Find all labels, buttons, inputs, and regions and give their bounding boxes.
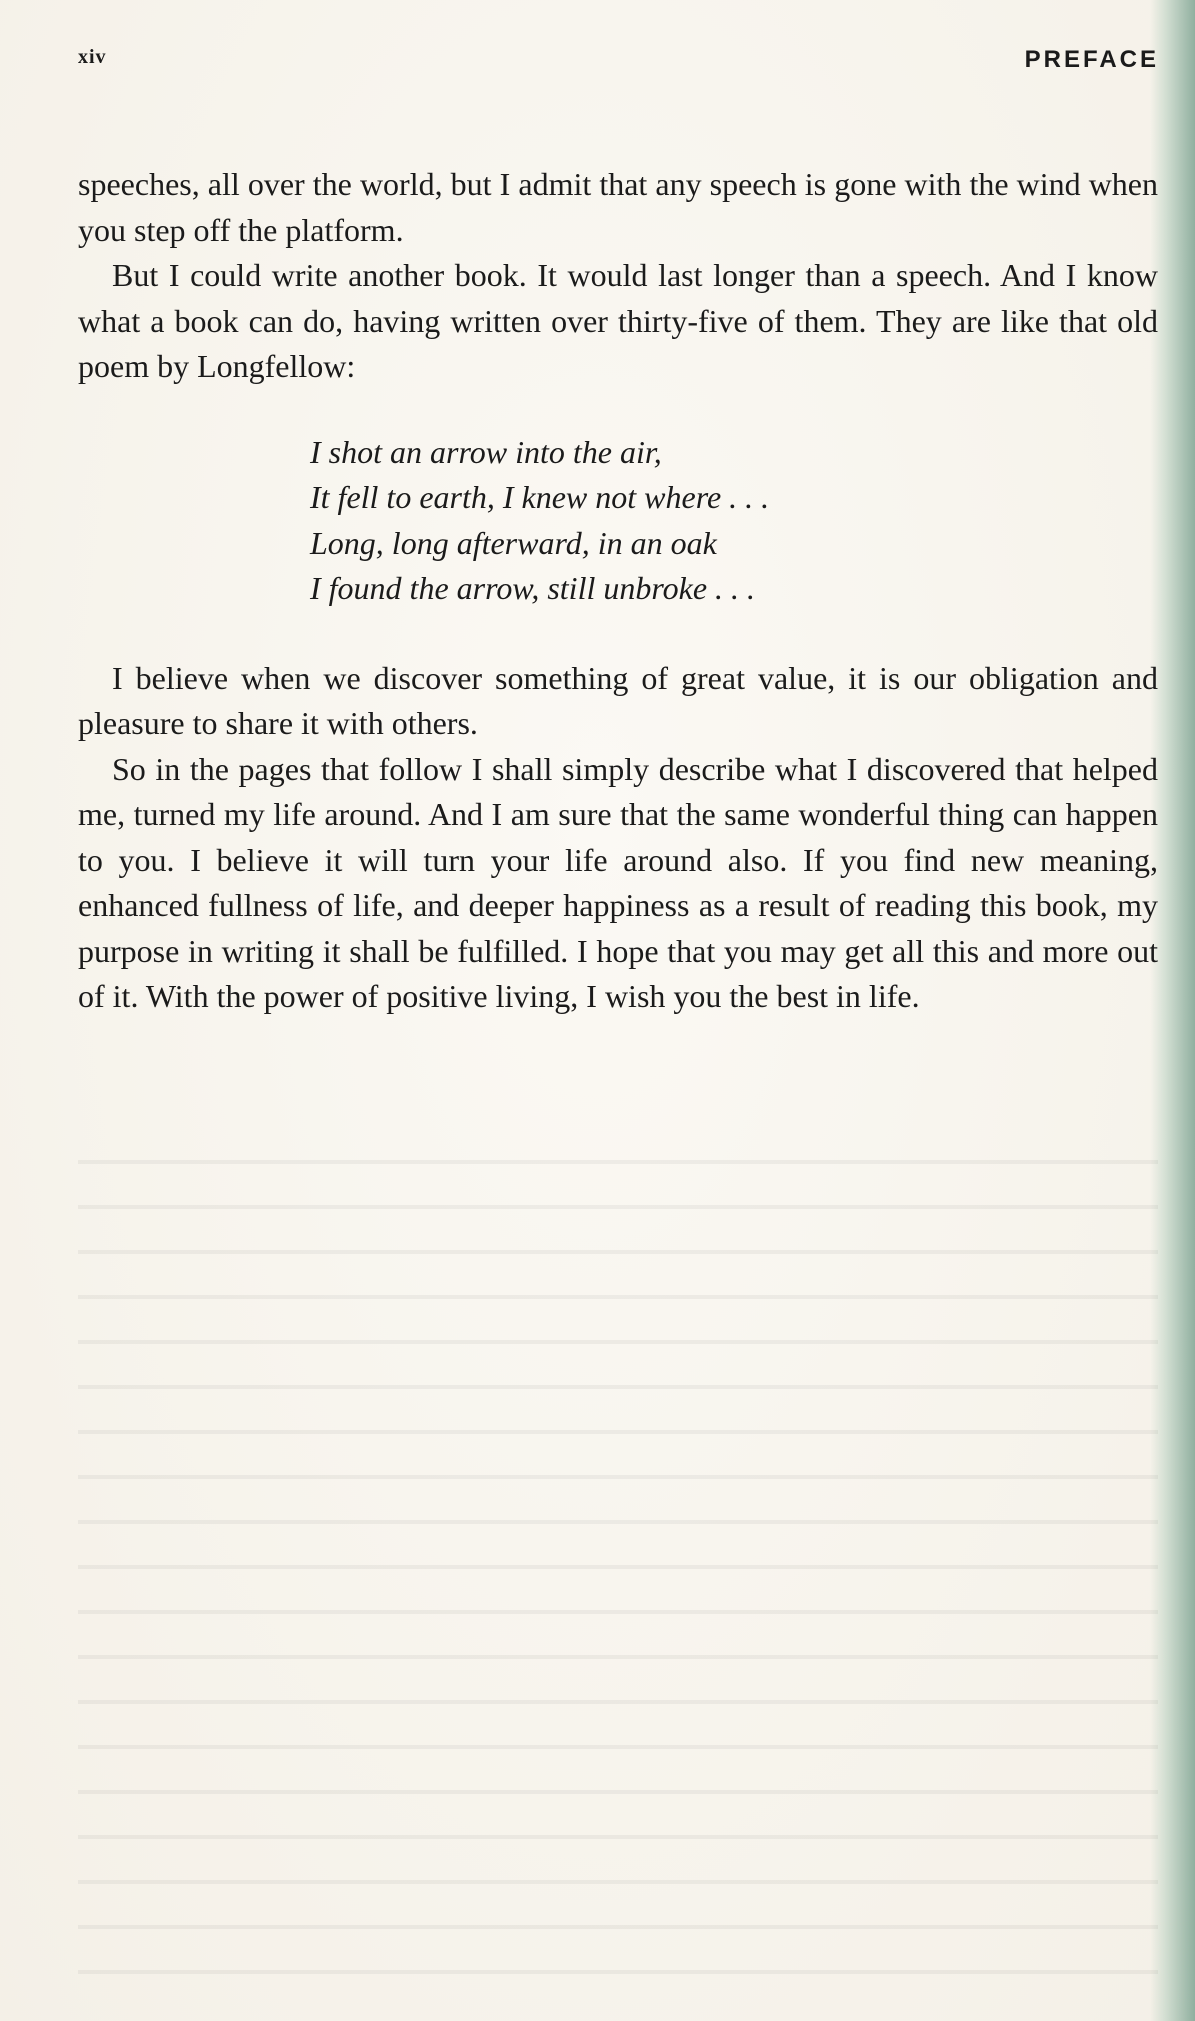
- poem-line-2: It fell to earth, I knew not where . . .: [310, 479, 770, 515]
- running-head: [78, 46, 1159, 76]
- body-text: [78, 162, 1158, 1020]
- paragraph-3: I believe when we discover something of great value, it is our obligation and pleasure to share it with others.: [78, 659, 1158, 741]
- section-title: PREFACE: [1024, 46, 1159, 73]
- poem-quote: [310, 430, 1158, 612]
- paragraph-1: speeches, all over the world, but I admit that any speech is gone with the wind when you step off the platform.: [78, 166, 1158, 248]
- show-through-texture: [78, 1130, 1158, 1990]
- paragraph-4: So in the pages that follow I shall simply describe what I discovered that helped me, turned my life around. And I am sure that the same wonderful thing can happen to you. I believe it will turn your life around also. If you find new meaning, enhanced fullness of life, and deeper happiness as a result of reading this book, my purpose in writing it shall be fulfilled. I hope that you may get all this and more out of it. With the power of positive living, I wish you the best in life.: [78, 750, 1158, 1014]
- paragraph-2: But I could write another book. It would last longer than a speech. And I know what a book can do, having written over thirty-five of them. They are like that old poem by Longfellow:: [78, 257, 1158, 384]
- page-number: xiv: [78, 46, 107, 68]
- poem-line-4: I found the arrow, still unbroke . . .: [310, 570, 756, 606]
- poem-line-1: I shot an arrow into the air,: [310, 433, 662, 470]
- poem-line-3: Long, long afterward, in an oak: [310, 524, 717, 561]
